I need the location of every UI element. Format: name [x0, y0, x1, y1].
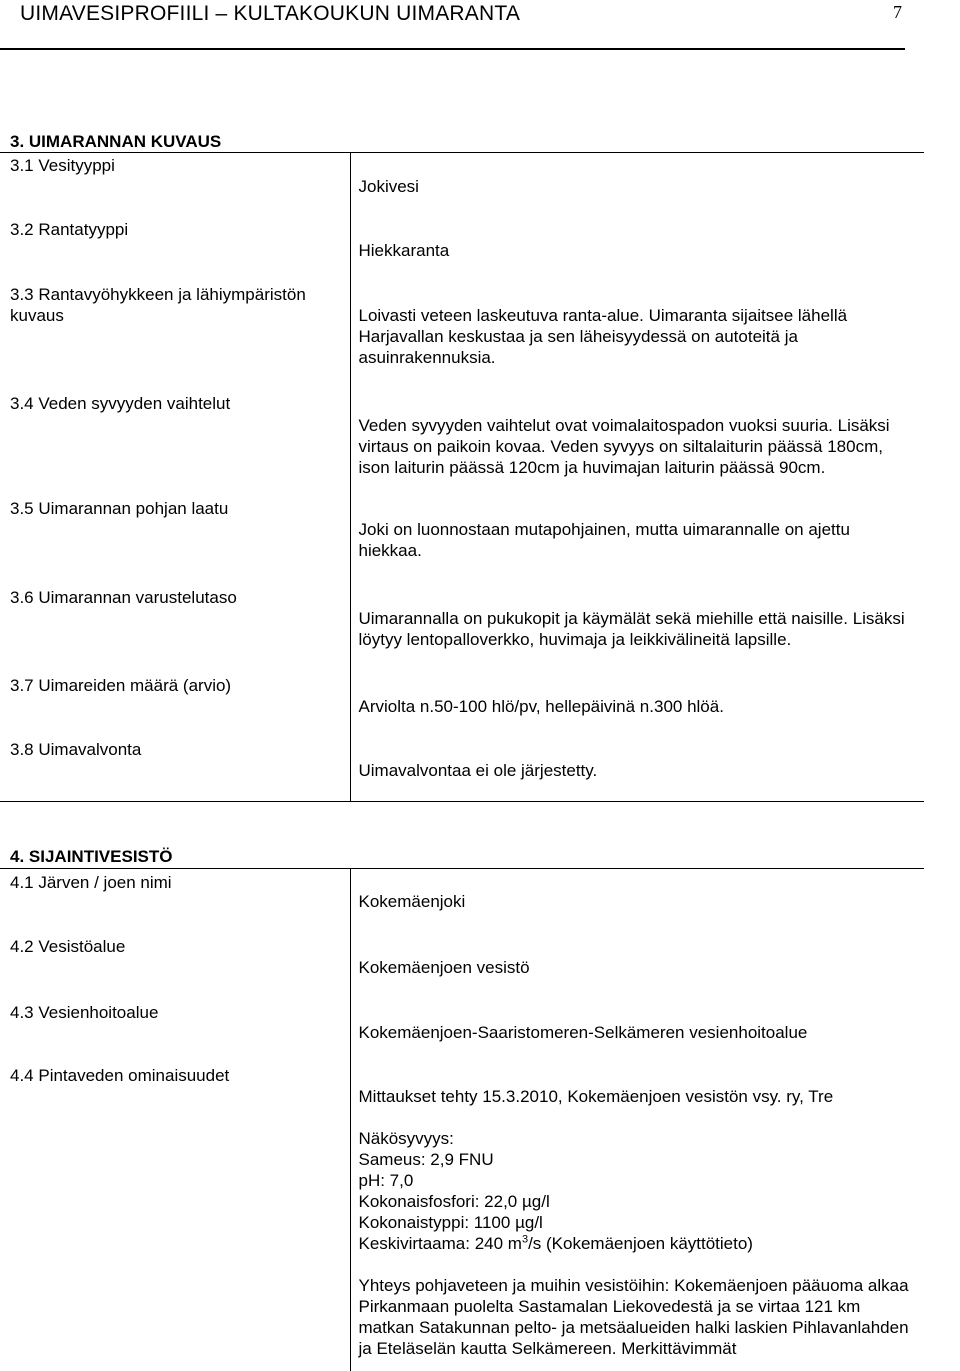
row-value: Jokivesi [358, 177, 419, 196]
table-row [0, 934, 924, 999]
table-row [0, 584, 924, 671]
water-connections: Yhteys pohjaveteen ja muihin vesistöihin: Kokemäenjoen pääuoma alkaa Pirkanmaan puolelta Sastamalan Liekovedestä ja se virtaa 121 km matkan Satakunnan pelto- ja metsäalueiden halki laskien Pihlavanlahden ja Eteläselän kautta Selkämereen. Merkittävimmät [358, 1275, 909, 1358]
table-row [0, 281, 924, 389]
table-row [0, 869, 924, 934]
row-label: 3.8 Uimavalvonta [0, 736, 350, 802]
turbidity: Sameus: 2,9 FNU [358, 1149, 494, 1169]
row-label: 3.6 Uimarannan varustelutaso [0, 584, 350, 671]
table-row [0, 389, 924, 497]
row-value: Kokemäenjoki [358, 892, 466, 911]
row-label: 4.3 Vesienhoitoalue [0, 999, 350, 1063]
section-4-heading: 4. SIJAINTIVESISTÖ [10, 847, 173, 866]
visibility-depth: Näkösyvyys: [358, 1128, 454, 1148]
table-row [0, 671, 924, 736]
table-row [0, 497, 924, 584]
row-label: 3.4 Veden syvyyden vaihtelut [0, 389, 350, 497]
row-label: 3.3 Rantavyöhykkeen ja lähiympäristön kuvaus [0, 281, 350, 389]
row-value: Uimarannalla on pukukopit ja käymälät sekä miehille että naisille. Lisäksi löytyy lentopalloverkko, huvimaja ja leikkivälineitä lapsille. [358, 608, 905, 649]
row-value: Kokemäenjoen vesistö [358, 957, 530, 977]
row-value: Uimavalvontaa ei ole järjestetty. [358, 760, 598, 780]
table-row [0, 153, 924, 216]
table-row [0, 736, 924, 802]
row-label: 3.5 Uimarannan pohjan laatu [0, 497, 350, 584]
row-label: 4.2 Vesistöalue [0, 934, 350, 999]
measurement-note: Mittaukset tehty 15.3.2010, Kokemäenjoen vesistön vsy. ry, Tre [358, 1086, 834, 1106]
section-4-table [0, 868, 924, 1371]
total-phosphorus: Kokonaisfosfori: 22,0 µg/l [358, 1191, 550, 1211]
table-row [0, 1063, 924, 1371]
row-value: Kokemäenjoen-Saaristomeren-Selkämeren vesienhoitoalue [358, 1022, 808, 1042]
document-title: UIMAVESIPROFIILI – KULTAKOUKUN UIMARANTA [20, 2, 521, 25]
row-label: 4.1 Järven / joen nimi [0, 869, 350, 934]
header-divider [0, 48, 905, 50]
table-row [0, 216, 924, 281]
total-nitrogen: Kokonaistyppi: 1100 µg/l [358, 1212, 543, 1232]
mean-flow-exponent: 3 [521, 1232, 529, 1245]
row-value: Veden syvyyden vaihtelut ovat voimalaitospadon vuoksi suuria. Lisäksi virtaus on paikoin kovaa. Veden syvyys on siltalaiturin päässä 180cm, ison laiturin päässä 120cm ja huvimajan laiturin päässä 90cm. [358, 415, 890, 477]
mean-flow [359, 1233, 917, 1254]
mean-flow-prefix: Keskivirtaama: 240 m [358, 1233, 522, 1253]
section-3-table [0, 152, 924, 802]
row-value: Arviolta n.50-100 hlö/pv, hellepäivinä n.300 hlöä. [358, 696, 724, 716]
row-value: Joki on luonnostaan mutapohjainen, mutta uimarannalle on ajettu hiekkaa. [358, 519, 850, 560]
page-number: 7 [893, 2, 902, 22]
row-value: Loivasti veteen laskeutuva ranta-alue. Uimaranta sijaitsee lähellä Harjavallan keskustaa ja sen läheisyydessä on autoteitä ja asuinrakennuksia. [358, 305, 848, 367]
table-row [0, 999, 924, 1063]
row-label: 3.1 Vesityyppi [0, 153, 350, 216]
row-label: 3.7 Uimareiden määrä (arvio) [0, 671, 350, 736]
row-label: 4.4 Pintaveden ominaisuudet [0, 1063, 350, 1371]
surface-water-properties [350, 1063, 924, 1371]
row-value: Hiekkaranta [358, 240, 450, 260]
ph-value: pH: 7,0 [358, 1170, 414, 1190]
section-3-heading: 3. UIMARANNAN KUVAUS [10, 132, 222, 151]
row-label: 3.2 Rantatyyppi [0, 216, 350, 281]
mean-flow-suffix: /s (Kokemäenjoen käyttötieto) [528, 1233, 753, 1253]
